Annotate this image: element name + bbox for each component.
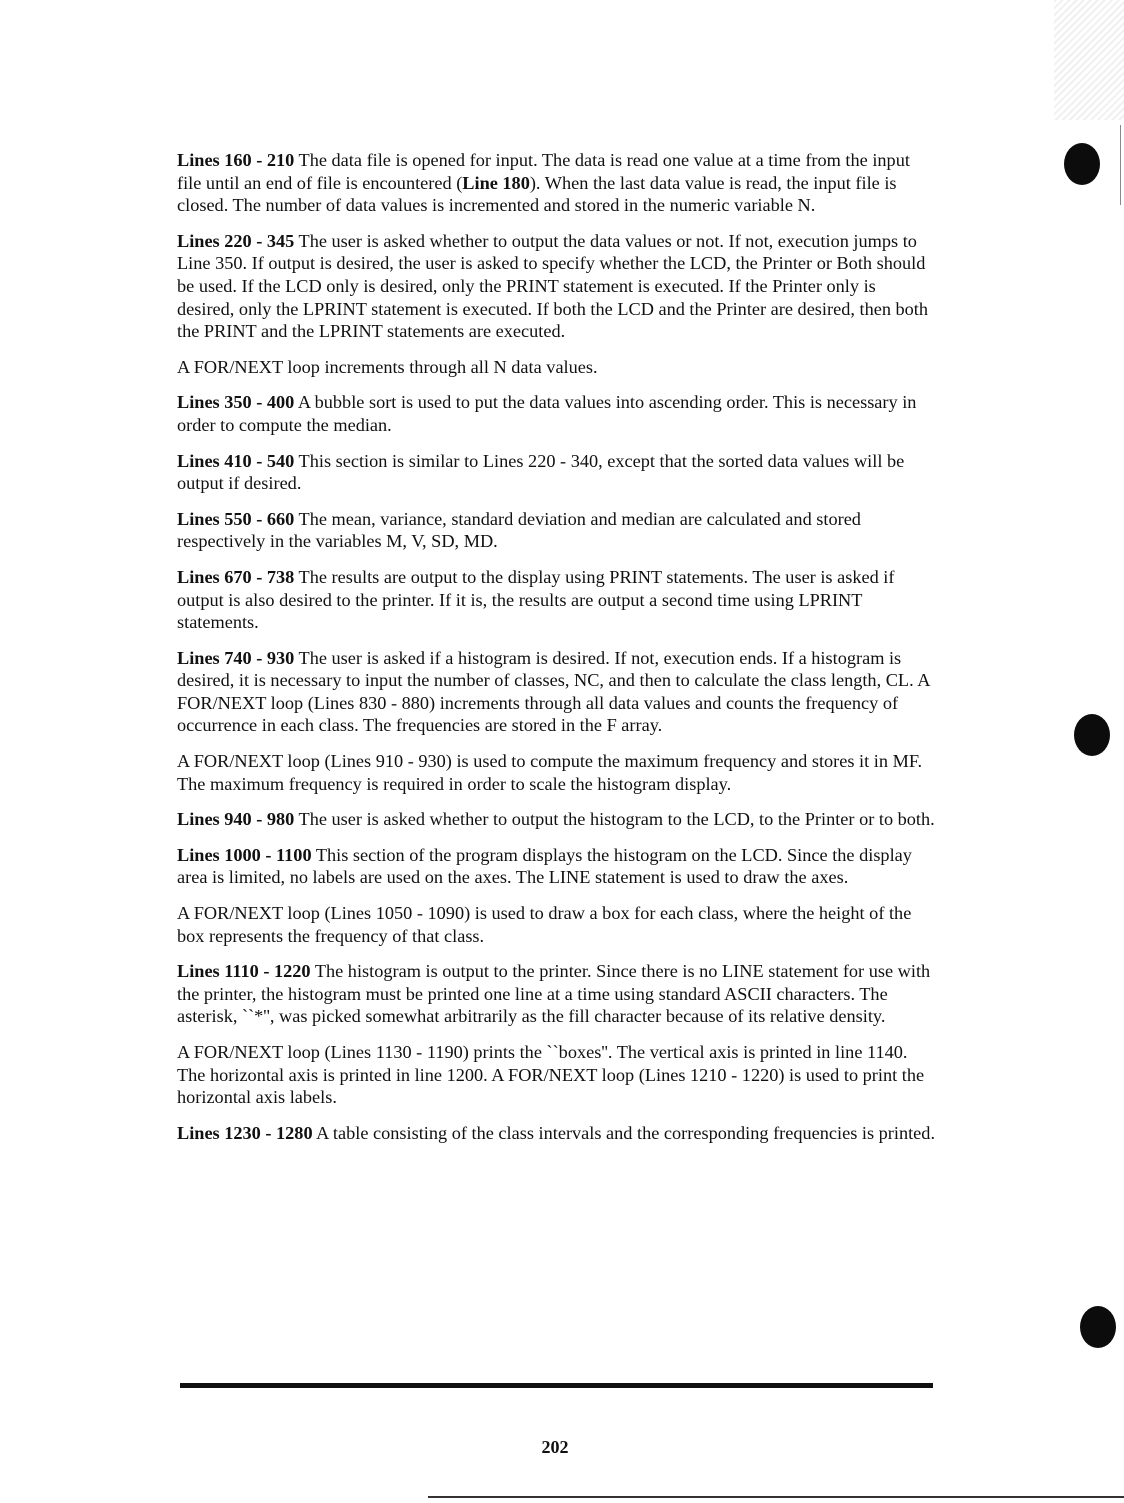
paragraph-text: The user is asked whether to output the histogram to the LCD, to the Printer or to both. [294, 809, 935, 830]
paragraph [177, 391, 937, 436]
paragraph-text: The user is asked if a histogram is desired. If not, execution ends. If a histogram is desired, it is necessary to input the number of classes, NC, and then to calculate the class length, CL. A FOR/NEXT loop (Lines 830 - 880) increments through all data values and counts the frequency of occurrence in each class. The frequencies are stored in the F array. [177, 647, 930, 736]
paragraph-text: A FOR/NEXT loop (Lines 1130 - 1190) prints the ``boxes''. The vertical axis is printed in line 1140. The horizontal axis is printed in line 1200. A FOR/NEXT loop (Lines 1210 - 1220) is used to print the horizontal axis labels. [177, 1042, 925, 1108]
paragraph-text: ). When the last data value is read, the input file is closed. The number of data values is incremented and stored in the numeric variable N. [177, 172, 897, 216]
paragraph-text: This section of the program displays the histogram on the LCD. Since the display area is limited, no labels are used on the axes. The LINE statement is used to draw the axes. [177, 844, 912, 888]
footer-rule [180, 1383, 933, 1388]
section-heading: Lines 1230 - 1280 [177, 1122, 313, 1143]
section-heading: Lines 1110 - 1220 [177, 961, 311, 982]
paragraph-text: A table consisting of the class intervals and the corresponding frequencies is printed. [312, 1122, 936, 1143]
paragraph-text: The results are output to the display using PRINT statements. The user is asked if output is also desired to the printer. If it is, the results are output a second time using LPRINT statements. [177, 566, 895, 633]
paragraph [177, 356, 937, 379]
paragraph [177, 1041, 937, 1109]
bottom-edge-line [428, 1496, 1124, 1498]
paragraph [177, 902, 937, 947]
paragraph [177, 647, 937, 737]
paragraph-text: A FOR/NEXT loop (Lines 1050 - 1090) is used to draw a box for each class, where the height of the box represents the frequency of that class. [177, 903, 912, 946]
paragraph-text: This section is similar to Lines 220 - 340, except that the sorted data values will be output if desired. [177, 450, 905, 494]
paragraph [177, 1122, 937, 1145]
paragraph-text: The user is asked whether to output the data values or not. If not, execution jumps to Line 350. If output is desired, the user is asked to specify whether the LCD, the Printer or Both should be used. If the LCD only is desired, only the PRINT statement is executed. If the Printer only is desired, only the LPRINT statement is executed. If both the LCD and the Printer are desired, then both the PRINT and the LPRINT statements are executed. [177, 230, 929, 342]
paragraph-text: A FOR/NEXT loop increments through all N data values. [177, 356, 598, 377]
section-heading: Lines 670 - 738 [177, 566, 295, 587]
section-heading: Lines 160 - 210 [177, 150, 295, 170]
paragraph-text: A FOR/NEXT loop (Lines 910 - 930) is used to compute the maximum frequency and stores it in MF. The maximum frequency is required in order to scale the histogram display. [177, 751, 923, 794]
section-heading: Lines 1000 - 1100 [177, 844, 312, 865]
paragraph [177, 844, 937, 889]
paragraph-text: The histogram is output to the printer. Since there is no LINE statement for use with the printer, the histogram must be printed one line at a time using standard ASCII characters. The asterisk, ``*'', was picked somewhat arbitrarily as the fill character because of its relative density. [177, 961, 931, 1027]
section-heading: Lines 220 - 345 [177, 230, 295, 251]
section-heading: Lines 740 - 930 [177, 647, 295, 668]
paragraph-text: The mean, variance, standard deviation and median are calculated and stored respectively in the variables M, V, SD, MD. [177, 508, 861, 552]
paragraph-text: The data file is opened for input. The data is read one value at a time from the input file until an end of file is encountered ( [177, 150, 910, 193]
section-heading: Lines 350 - 400 [177, 392, 295, 413]
paragraph [177, 566, 937, 634]
paragraph [177, 750, 937, 795]
scan-artifact [1054, 0, 1124, 120]
binder-hole-bottom [1080, 1306, 1116, 1348]
paragraph [177, 508, 937, 553]
section-heading: Lines 550 - 660 [177, 508, 295, 529]
paragraph [177, 960, 937, 1028]
page-edge-line [1120, 125, 1121, 205]
paragraph [177, 149, 937, 217]
paragraph [177, 230, 937, 343]
body-text [177, 149, 937, 1157]
page-number: 202 [541, 1437, 569, 1457]
binder-hole-middle [1074, 714, 1110, 756]
paragraph [177, 450, 937, 495]
inline-reference: Line 180 [462, 172, 530, 193]
paragraph-text: A bubble sort is used to put the data values into ascending order. This is necessary in order to compute the median. [177, 392, 917, 435]
binder-hole-top [1064, 143, 1100, 185]
section-heading: Lines 410 - 540 [177, 450, 295, 471]
paragraph [177, 808, 937, 831]
section-heading: Lines 940 - 980 [177, 809, 295, 830]
